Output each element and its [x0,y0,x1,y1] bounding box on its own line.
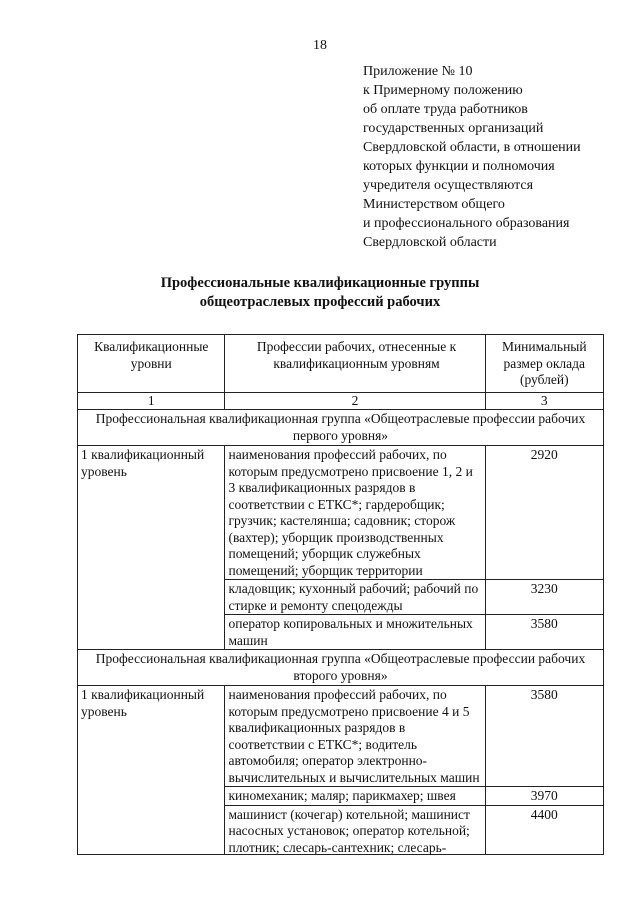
title-line-2: общеотраслевых профессий рабочих [199,294,441,310]
appendix-line: и профессионального образования [363,216,570,231]
page-number: 18 [313,38,327,53]
group-row [78,410,604,446]
title-line-1: Профессиональные квалификационные группы [160,275,480,291]
professions-cell: киномеханик; маляр; парикмахер; швея [225,787,485,806]
group-1-title: Профессиональная квалификационная группа «Общеотраслевые профессии рабочих первого уровня» [78,410,604,446]
salary-cell: 4400 [485,805,603,854]
salary-cell: 2920 [485,446,603,580]
header-level: Квалификационные уровни [78,335,225,393]
appendix-line: Приложение № 10 [363,64,473,79]
header-professions: Профессии рабочих, отнесенные к квалификационным уровням [225,335,485,393]
professions-cell: кладовщик; кухонный рабочий; рабочий по стирке и ремонту спецодежды [225,580,485,615]
document-title [0,274,640,312]
professions-cell: оператор копировальных и множительных машин [225,615,485,650]
group-row [78,650,604,686]
appendix-line: государственных организаций [363,121,544,136]
appendix-line: к Примерному положению [363,83,523,98]
salary-cell: 3580 [485,615,603,650]
salary-cell: 3230 [485,580,603,615]
professions-text: машинист (кочегар) котельной; машинист насосных установок; оператор котельной; плотник; слесарь-сантехник; слесарь- [228,806,470,854]
appendix-line: об оплате труда работников [363,102,528,117]
level-cell: 1 квалификационный уровень [78,446,225,650]
column-number: 3 [485,392,603,410]
level-cell: 1 квалификационный уровень [78,686,225,855]
professions-cell: наименования профессий рабочих, по которым предусмотрено присвоение 1, 2 и 3 квалификационных разрядов в соответствии с ЕТКС*; гардеробщик; грузчик; кастелянша; садовник; сторож (вахтер); уборщик производственных помещений; уборщик служебных помещений; уборщик территории [225,446,485,580]
appendix-header [363,62,633,252]
salary-cell: 3970 [485,787,603,806]
appendix-line: Свердловской области, в отношении [363,140,581,155]
column-number: 1 [78,392,225,410]
column-number-row [78,392,604,410]
header-salary: Минимальный размер оклада (рублей) [485,335,603,393]
group-2-title: Профессиональная квалификационная группа «Общеотраслевые профессии рабочих второго уровня» [78,650,604,686]
appendix-line: Министерством общего [363,197,505,212]
salary-cell: 3580 [485,686,603,787]
professions-cell: наименования профессий рабочих, по которым предусмотрено присвоение 4 и 5 квалификационных разрядов в соответствии с ЕТКС*; водитель автомобиля; оператор электронно-вычислительных и вычислительных машин [225,686,485,787]
table-header-row [78,335,604,393]
professions-cell-cut [225,805,485,854]
column-number: 2 [225,392,485,410]
qualification-table [77,334,604,855]
appendix-line: Свердловской области [363,235,497,250]
table-row [78,686,604,787]
appendix-line: которых функции и полномочия [363,159,555,174]
appendix-line: учредителя осуществляются [363,178,534,193]
table-row [78,446,604,580]
